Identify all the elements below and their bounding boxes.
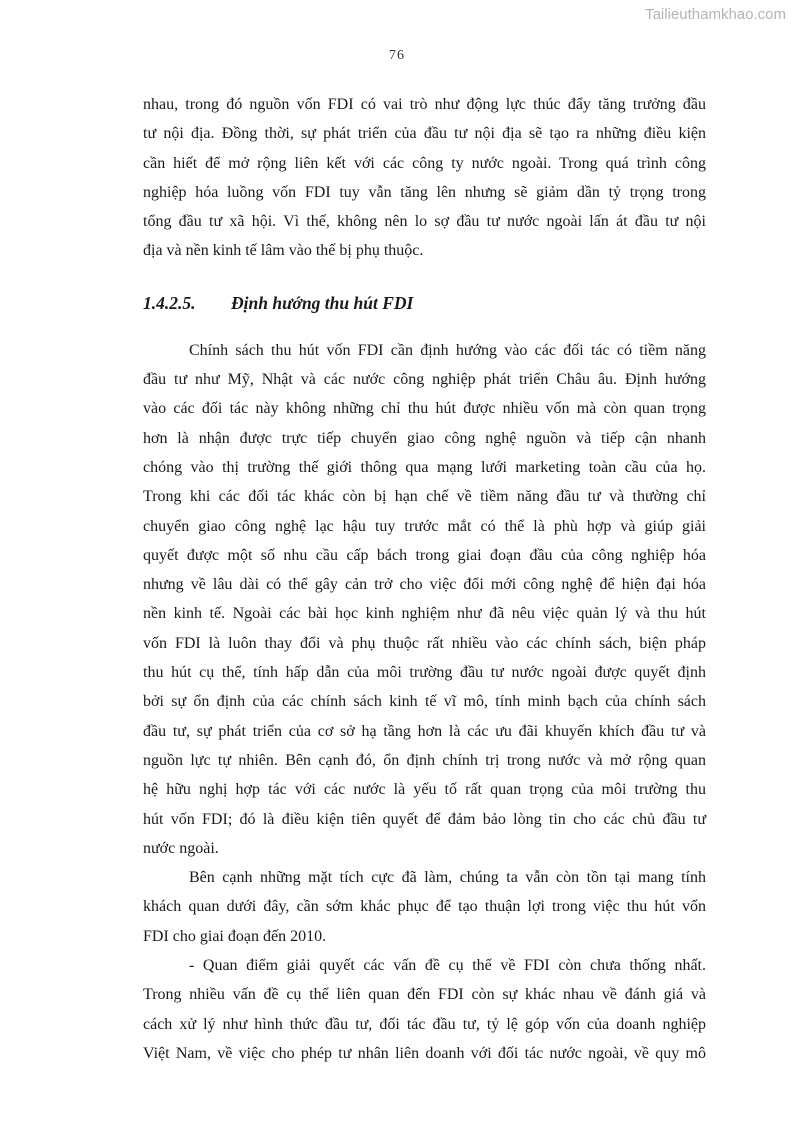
text-line: hệ hữu nghị hợp tác với các nước là yếu tố rất quan trọng của môi trường thu — [143, 781, 706, 799]
text-line: nghiệp hóa luồng vốn FDI tuy vẫn tăng lên nhưng sẽ giảm dần tỷ trọng trong — [143, 183, 706, 201]
text-line: Bên cạnh những mặt tích cực đã làm, chúng ta vẫn còn tồn tại mang tính — [189, 869, 706, 887]
text-line: khách quan dưới đây, cần sớm khác phục để tạo thuận lợi trong việc thu hút vốn — [143, 898, 706, 916]
paragraph-3 — [143, 863, 706, 951]
text-line: FDI cho giai đoạn đến 2010. — [143, 927, 327, 945]
text-line: nhưng về lâu dài có thể gây cản trở cho việc đổi mới công nghệ để hiện đại hóa — [143, 576, 706, 594]
text-line: quyết được một số nhu cầu cấp bách trong giai đoạn đầu của công nghiệp hóa — [143, 546, 706, 564]
text-line: bởi sự ổn định của các chính sách kinh tế vĩ mô, tính minh bạch của chính sách — [143, 693, 706, 711]
text-line: Trong nhiều vấn đề cụ thể liên quan đến FDI còn sự khác nhau về đánh giá và — [143, 986, 706, 1004]
text-line: cách xử lý như hình thức đầu tư, đối tác đầu tư, tỷ lệ góp vốn của doanh nghiệp — [143, 1015, 706, 1033]
text-line: nước ngoài. — [143, 839, 219, 857]
text-line: cần hiết để mở rộng liên kết với các công ty nước ngoài. Trong quá trình công — [143, 154, 706, 172]
text-line: vốn FDI là luôn thay đổi và phụ thuộc rất nhiều vào các chính sách, biện pháp — [143, 634, 706, 652]
text-line: nền kinh tế. Ngoài các bài học kinh nghiệm như đã nêu việc quản lý và thu hút — [143, 605, 706, 623]
text-line: đầu tư, sự phát triển của cơ sở hạ tầng hơn là các ưu đãi khuyến khích đầu tư và — [143, 722, 706, 740]
text-line: Trong khi các đối tác khác còn bị hạn chế về tiềm năng đầu tư và thường chỉ — [143, 488, 706, 506]
paragraph-1 — [143, 90, 706, 266]
text-line: vào các đối tác này không những chỉ thu hút được nhiều vốn mà còn quan trọng — [143, 400, 706, 418]
text-line: hút vốn FDI; đó là điều kiện tiên quyết để đảm bảo lòng tin cho các chủ đầu tư — [143, 810, 706, 828]
text-line: Chính sách thu hút vốn FDI cần định hướng vào các đối tác có tiềm năng — [189, 341, 706, 359]
text-line: chuyển giao công nghệ lạc hậu tuy trước mắt có thể là phù hợp và giúp giải — [143, 517, 706, 535]
text-line: - Quan điểm giải quyết các vấn đề cụ thể về FDI còn chưa thống nhất. — [189, 957, 706, 975]
text-line: nguồn lực tự nhiên. Bên cạnh đó, ổn định chính trị trong nước và mở rộng quan — [143, 751, 706, 769]
watermark: Tailieuthamkhao.com — [645, 6, 786, 23]
text-line: địa và nền kinh tế lâm vào thế bị phụ thuộc. — [143, 242, 424, 260]
paragraph-2 — [143, 336, 706, 863]
text-line: chóng vào thị trường thế giới thông qua mạng lưới marketing toàn cầu của họ. — [143, 458, 706, 476]
text-line: đầu tư như Mỹ, Nhật và các nước công nghiệp phát triển Châu âu. Định hướng — [143, 371, 706, 389]
text-line: hơn là nhận được trực tiếp chuyển giao công nghệ nguồn và tiếp cận nhanh — [143, 429, 706, 447]
section-title: Định hướng thu hút FDI — [231, 292, 414, 313]
text-line: Việt Nam, về việc cho phép tư nhân liên doanh với đối tác nước ngoài, về quy mô — [143, 1044, 706, 1062]
document-body — [143, 90, 706, 1068]
text-line: nhau, trong đó nguồn vốn FDI có vai trò như động lực thúc đẩy tăng trưởng đầu — [143, 96, 706, 113]
text-line: tư nội địa. Đồng thời, sự phát triển của đầu tư nội địa sẽ tạo ra những điều kiện — [143, 125, 706, 143]
page-number: 76 — [389, 48, 405, 63]
paragraph-4 — [143, 951, 706, 1068]
text-line: thu hút cụ thể, tính hấp dẫn của môi trường đầu tư nước ngoài được quyết định — [143, 664, 706, 682]
section-heading — [143, 289, 706, 318]
text-line: tổng đầu tư xã hội. Vì thế, không nên lo sợ đầu tư nước ngoài lấn át đầu tư nội — [143, 213, 706, 231]
section-number: 1.4.2.5. — [143, 292, 196, 313]
